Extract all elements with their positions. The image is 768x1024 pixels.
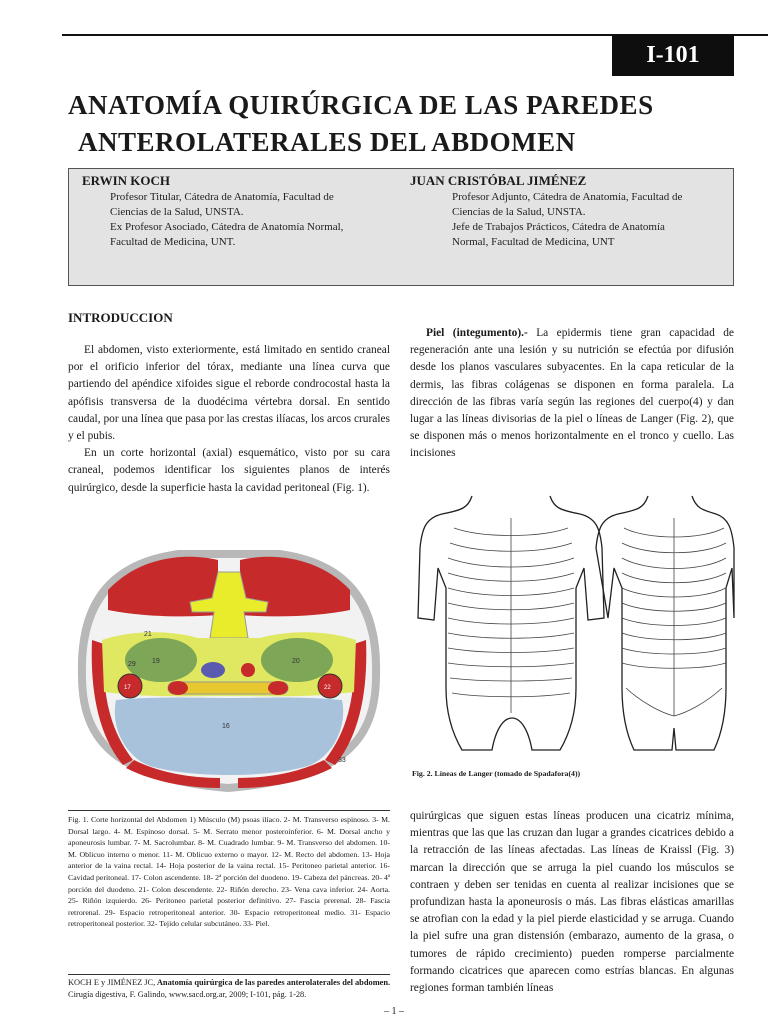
section-heading: INTRODUCCION xyxy=(68,310,173,325)
paragraph: El abdomen, visto exteriormente, está limitado en sentido craneal por el orificio inferior del tórax, mediante una línea curva que partiendo del apéndice xifoides sigue el reborde condrocostal hasta la apófisis transversa de la duodécima vértebra dorsal. En sentido caudal, por una línea que pasa por las crestas ilíacas, los arcos crurales y el pubis. xyxy=(68,344,390,443)
label-29: 29 xyxy=(128,661,136,668)
caption-rule xyxy=(68,810,390,811)
title-line-2: ANTEROLATERALES DEL ABDOMEN xyxy=(78,127,576,157)
back-langer-lines xyxy=(622,518,726,716)
citation-rule xyxy=(68,974,390,975)
duodenum-4 xyxy=(268,681,288,695)
vena-cava xyxy=(201,662,225,678)
author-affiliation: Profesor Adjunto, Cátedra de Anatomía, Facultad de Ciencias de la Salud, UNSTA. Jefe de Trabajos Prácticos, Cátedra de Anatomía Normal, Facultad de Medicina, UNT xyxy=(452,191,683,248)
title-line-1: ANATOMÍA QUIRÚRGICA DE LAS PAREDES xyxy=(68,90,654,120)
document-code-badge: I-101 xyxy=(612,34,734,76)
skin-section-text xyxy=(410,325,734,463)
front-langer-lines xyxy=(448,518,574,713)
label-33: 33 xyxy=(338,757,346,764)
figure-1-caption: Fig. 1. Corte horizontal del Abdomen 1) Músculo (M) psoas ilíaco. 2- M. Transverso espinoso. 3- M. Dorsal largo. 4- M. Espinoso dorsal. 5- M. Serrato menor posteroinferior. 6- M. Dorsal ancho y aponeurosis lumbar. 7- M. Sacrolumbar. 8- M. Cuadrado lumbar. 9- M. Transverso del abdomen. 10- M. Oblicuo interno o menor. 11- M. Oblicuo externo o mayor. 12- M. Recto del abdomen. 13- Hoja anterior de la vaina rectal. 14- Hoja posterior de la vaina rectal. 15- Peritoneo parietal anterior. 16- Cavidad peritoneal. 17- Colon ascendente. 18- 2ª porción del duodeno. 19- Cabeza del páncreas. 20- 4ª porción del duodeno. 21- Colon descendente. 22- Riñón derecho. 23- Vena cava inferior. 24- Aorta. 25- Riñón izquierdo. 26- Peritoneo parietal posterior definitivo. 27- Fascia prerenal. 28- Fascia retrorenal. 29- Espacio retroperitoneal anterior. 30- Espacio retroperitoneal medio. 31- Espacio retroperitoneal posterior. 32- Tejido celular subcutáneo. 33- Piel. xyxy=(68,815,390,929)
author-name: ERWIN KOCH xyxy=(82,173,171,188)
figure-2-caption: Fig. 2. Líneas de Langer (tomado de Spadafora(4)) xyxy=(412,769,581,778)
figure-1-cross-section xyxy=(68,520,390,802)
citation: KOCH E y JIMÉNEZ JC, Anatomía quirúrgica de las paredes anterolaterales del abdomen. Cirugía digestiva, F. Galindo, www.sacd.org.ar, 2009; I-101, pág. 1-28. xyxy=(68,978,391,999)
label-20: 20 xyxy=(292,658,300,665)
back-torso xyxy=(596,496,734,750)
duodenum-2 xyxy=(168,681,188,695)
label-17: 17 xyxy=(124,685,131,691)
paragraph: En un corte horizontal (axial) esquemático, visto por su cara craneal, podemos identificar los siguientes planos de interés quirúrgico, desde la superficie hasta la cavidad peritoneal (Fig. 1). xyxy=(68,447,390,494)
skin-heading: Piel (integumento).- xyxy=(426,327,528,339)
skin-section-continued xyxy=(410,808,734,997)
label-22: 22 xyxy=(324,685,331,691)
paragraph: quirúrgicas que siguen estas líneas producen una cicatriz mínima, mientras que las que las cruzan dan lugar a grandes cicatrices debido a la retracción de las líneas afectadas. Las líneas de Kraissl (Fig. 3) marcan la dirección que se arruga la piel cuando los músculos se contraen y deben ser tenidas en cuenta al realizar incisiones que se profundizan hasta la aponeurosis o más. Las fibras elásticas amarillas se atrofian con la edad y la piel pierde elasticidad y se arruga. Cuando la piel sufre una gran distensión (embarazo, aumento de la grasa, o tumores de rápido crecimiento) pueden romperse parcialmente formando cicatrices que aparecen como estrías blancas. En algunas regiones forman también líneas xyxy=(410,810,734,995)
figure-2-langer-lines xyxy=(412,488,736,758)
author-name: JUAN CRISTÓBAL JIMÉNEZ xyxy=(410,173,587,188)
label-19: 19 xyxy=(152,658,160,665)
intro-text xyxy=(68,342,390,497)
peritoneal-cavity xyxy=(115,698,343,776)
page-number: – 1 – xyxy=(384,1006,404,1017)
author-affiliation: Profesor Titular, Cátedra de Anatomía, Facultad de Ciencias de la Salud, UNSTA. Ex Profesor Asociado, Cátedra de Anatomía Normal, Facultad de Medicina, UNT. xyxy=(110,191,344,248)
paragraph: La epidermis tiene gran capacidad de regeneración ante una lesión y su nutrición se efectúa por difusión desde los planos vasculares subyacentes. En la capa reticular de la dermis, las fibras colágenas se disponen en forma paralela. La dirección de las fibras varía según las regiones del cuerpo(4) y dan lugar a las líneas divisorias de la piel o líneas de Langer (Fig. 2), que se disponen más o menos horizontalmente en el tronco y cuello. Las incisiones xyxy=(410,327,734,460)
label-21: 21 xyxy=(144,631,152,638)
aorta xyxy=(241,663,255,677)
label-16: 16 xyxy=(222,723,230,730)
